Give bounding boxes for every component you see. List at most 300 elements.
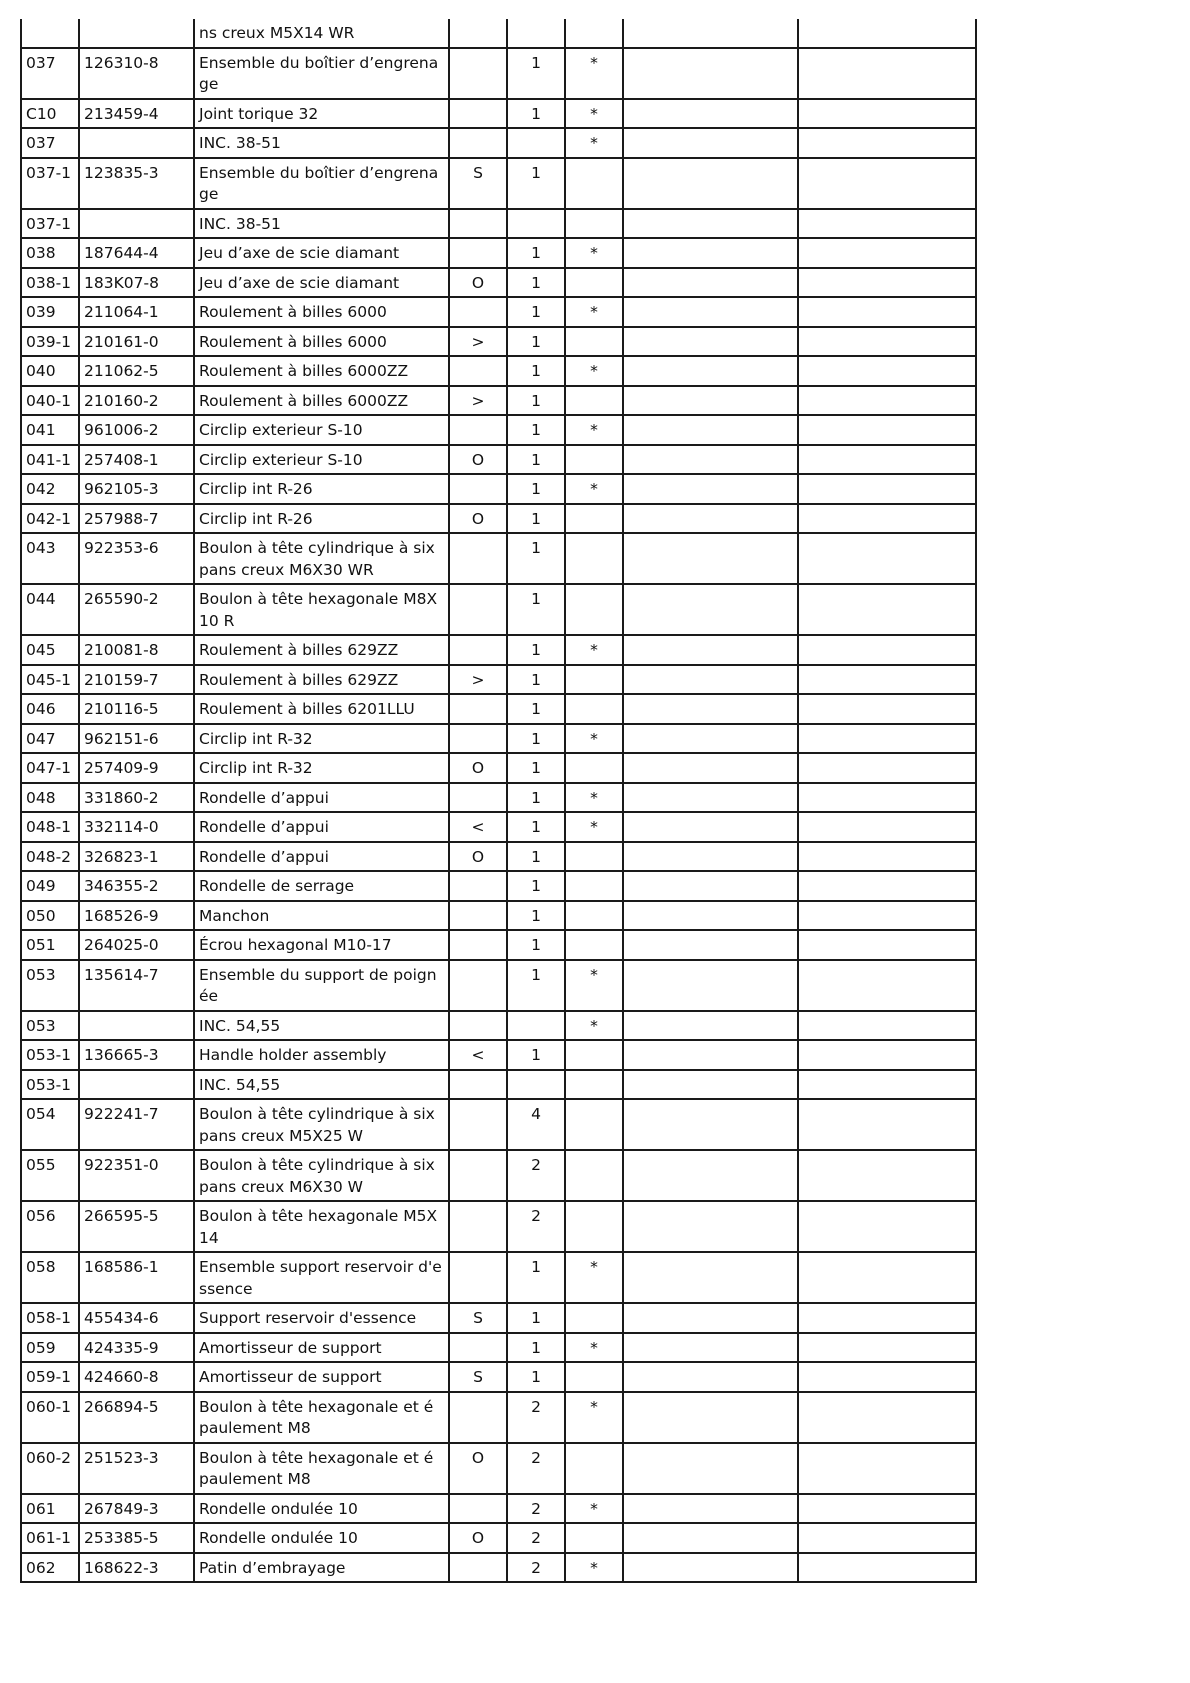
part-no-cell: 123835-3 bbox=[79, 158, 194, 209]
table-row bbox=[21, 635, 976, 665]
blank-cell-1 bbox=[623, 1070, 798, 1100]
part-no-cell: 210116-5 bbox=[79, 694, 194, 724]
blank-cell-1 bbox=[623, 327, 798, 357]
ref-no-cell: 060-2 bbox=[21, 1443, 79, 1494]
blank-cell-2 bbox=[798, 238, 976, 268]
mark-cell: * bbox=[565, 1494, 623, 1524]
note-cell bbox=[449, 1494, 507, 1524]
ref-no-cell: 038-1 bbox=[21, 268, 79, 298]
qty-cell: 2 bbox=[507, 1443, 565, 1494]
blank-cell-1 bbox=[623, 99, 798, 129]
description-cell: Amortisseur de support bbox=[194, 1362, 449, 1392]
table-row bbox=[21, 445, 976, 475]
mark-cell bbox=[565, 1201, 623, 1252]
ref-no-cell: 043 bbox=[21, 533, 79, 584]
ref-no-cell: 042 bbox=[21, 474, 79, 504]
qty-cell bbox=[507, 128, 565, 158]
ref-no-cell: 046 bbox=[21, 694, 79, 724]
blank-cell-1 bbox=[623, 19, 798, 48]
mark-cell bbox=[565, 871, 623, 901]
table-row bbox=[21, 1362, 976, 1392]
qty-cell: 1 bbox=[507, 724, 565, 754]
part-no-cell bbox=[79, 1011, 194, 1041]
blank-cell-1 bbox=[623, 724, 798, 754]
note-cell bbox=[449, 238, 507, 268]
note-cell: > bbox=[449, 665, 507, 695]
description-cell: Boulon à tête hexagonale et épaulement M8 bbox=[194, 1443, 449, 1494]
qty-cell: 2 bbox=[507, 1201, 565, 1252]
note-cell bbox=[449, 1150, 507, 1201]
description-cell: Rondelle d’appui bbox=[194, 842, 449, 872]
table-row bbox=[21, 753, 976, 783]
mark-cell: * bbox=[565, 356, 623, 386]
qty-cell: 1 bbox=[507, 386, 565, 416]
note-cell: O bbox=[449, 268, 507, 298]
ref-no-cell: 041 bbox=[21, 415, 79, 445]
part-no-cell: 211062-5 bbox=[79, 356, 194, 386]
part-no-cell: 257408-1 bbox=[79, 445, 194, 475]
note-cell: S bbox=[449, 1303, 507, 1333]
qty-cell: 1 bbox=[507, 842, 565, 872]
ref-no-cell: 053 bbox=[21, 1011, 79, 1041]
blank-cell-2 bbox=[798, 1443, 976, 1494]
ref-no-cell: 055 bbox=[21, 1150, 79, 1201]
blank-cell-1 bbox=[623, 901, 798, 931]
qty-cell: 1 bbox=[507, 694, 565, 724]
table-row bbox=[21, 584, 976, 635]
note-cell bbox=[449, 533, 507, 584]
qty-cell bbox=[507, 209, 565, 239]
mark-cell bbox=[565, 930, 623, 960]
note-cell: < bbox=[449, 812, 507, 842]
description-cell: INC. 54,55 bbox=[194, 1070, 449, 1100]
blank-cell-2 bbox=[798, 356, 976, 386]
part-no-cell: 251523-3 bbox=[79, 1443, 194, 1494]
ref-no-cell: 044 bbox=[21, 584, 79, 635]
blank-cell-2 bbox=[798, 930, 976, 960]
qty-cell: 1 bbox=[507, 1362, 565, 1392]
ref-no-cell: 058-1 bbox=[21, 1303, 79, 1333]
note-cell bbox=[449, 783, 507, 813]
note-cell bbox=[449, 871, 507, 901]
description-cell: Ensemble support reservoir d'essence bbox=[194, 1252, 449, 1303]
mark-cell: * bbox=[565, 635, 623, 665]
part-no-cell: 265590-2 bbox=[79, 584, 194, 635]
ref-no-cell: 061-1 bbox=[21, 1523, 79, 1553]
qty-cell: 1 bbox=[507, 812, 565, 842]
ref-no-cell: 062 bbox=[21, 1553, 79, 1583]
blank-cell-2 bbox=[798, 99, 976, 129]
description-cell: Circlip int R-32 bbox=[194, 724, 449, 754]
part-no-cell: 424660-8 bbox=[79, 1362, 194, 1392]
table-row bbox=[21, 1099, 976, 1150]
table-row bbox=[21, 930, 976, 960]
blank-cell-1 bbox=[623, 386, 798, 416]
blank-cell-1 bbox=[623, 128, 798, 158]
table-row bbox=[21, 386, 976, 416]
ref-no-cell: 048 bbox=[21, 783, 79, 813]
part-no-cell bbox=[79, 128, 194, 158]
ref-no-cell: 053-1 bbox=[21, 1040, 79, 1070]
ref-no-cell: 039-1 bbox=[21, 327, 79, 357]
note-cell: > bbox=[449, 386, 507, 416]
blank-cell-2 bbox=[798, 48, 976, 99]
description-cell: Ensemble du boîtier d’engrenage bbox=[194, 48, 449, 99]
blank-cell-2 bbox=[798, 842, 976, 872]
table-row bbox=[21, 901, 976, 931]
description-cell: Boulon à tête cylindrique à six pans creux M5X25 W bbox=[194, 1099, 449, 1150]
description-cell: Jeu d’axe de scie diamant bbox=[194, 238, 449, 268]
qty-cell: 1 bbox=[507, 268, 565, 298]
qty-cell: 1 bbox=[507, 665, 565, 695]
description-cell: Roulement à billes 629ZZ bbox=[194, 665, 449, 695]
part-no-cell: 211064-1 bbox=[79, 297, 194, 327]
parts-table-body bbox=[21, 19, 976, 1582]
mark-cell bbox=[565, 1523, 623, 1553]
note-cell: S bbox=[449, 1362, 507, 1392]
mark-cell: * bbox=[565, 238, 623, 268]
qty-cell: 2 bbox=[507, 1553, 565, 1583]
description-cell: Boulon à tête hexagonale et épaulement M8 bbox=[194, 1392, 449, 1443]
blank-cell-2 bbox=[798, 474, 976, 504]
mark-cell bbox=[565, 158, 623, 209]
part-no-cell: 424335-9 bbox=[79, 1333, 194, 1363]
description-cell: INC. 38-51 bbox=[194, 209, 449, 239]
ref-no-cell: 047-1 bbox=[21, 753, 79, 783]
blank-cell-1 bbox=[623, 445, 798, 475]
ref-no-cell: 051 bbox=[21, 930, 79, 960]
mark-cell bbox=[565, 1040, 623, 1070]
part-no-cell: 346355-2 bbox=[79, 871, 194, 901]
blank-cell-1 bbox=[623, 930, 798, 960]
parts-table bbox=[20, 19, 977, 1583]
mark-cell bbox=[565, 901, 623, 931]
blank-cell-1 bbox=[623, 1040, 798, 1070]
description-cell: Rondelle ondulée 10 bbox=[194, 1494, 449, 1524]
blank-cell-1 bbox=[623, 474, 798, 504]
description-cell: Roulement à billes 629ZZ bbox=[194, 635, 449, 665]
blank-cell-2 bbox=[798, 445, 976, 475]
part-no-cell: 266595-5 bbox=[79, 1201, 194, 1252]
ref-no-cell: 060-1 bbox=[21, 1392, 79, 1443]
ref-no-cell: 059 bbox=[21, 1333, 79, 1363]
part-no-cell: 210161-0 bbox=[79, 327, 194, 357]
note-cell bbox=[449, 415, 507, 445]
blank-cell-2 bbox=[798, 1011, 976, 1041]
note-cell bbox=[449, 99, 507, 129]
note-cell: O bbox=[449, 504, 507, 534]
blank-cell-1 bbox=[623, 783, 798, 813]
blank-cell-2 bbox=[798, 1362, 976, 1392]
table-row bbox=[21, 724, 976, 754]
ref-no-cell: 053-1 bbox=[21, 1070, 79, 1100]
blank-cell-2 bbox=[798, 19, 976, 48]
table-row bbox=[21, 209, 976, 239]
table-row bbox=[21, 1150, 976, 1201]
part-no-cell: 135614-7 bbox=[79, 960, 194, 1011]
note-cell: O bbox=[449, 842, 507, 872]
qty-cell: 1 bbox=[507, 158, 565, 209]
mark-cell bbox=[565, 533, 623, 584]
part-no-cell: 187644-4 bbox=[79, 238, 194, 268]
blank-cell-2 bbox=[798, 584, 976, 635]
part-no-cell: 962151-6 bbox=[79, 724, 194, 754]
description-cell: Ensemble du support de poignée bbox=[194, 960, 449, 1011]
mark-cell bbox=[565, 268, 623, 298]
blank-cell-2 bbox=[798, 1201, 976, 1252]
mark-cell: * bbox=[565, 1011, 623, 1041]
mark-cell: * bbox=[565, 415, 623, 445]
description-cell: INC. 54,55 bbox=[194, 1011, 449, 1041]
table-row bbox=[21, 504, 976, 534]
description-cell: Boulon à tête cylindrique à six pans creux M6X30 W bbox=[194, 1150, 449, 1201]
ref-no-cell: 058 bbox=[21, 1252, 79, 1303]
ref-no-cell: 037-1 bbox=[21, 209, 79, 239]
blank-cell-2 bbox=[798, 1392, 976, 1443]
blank-cell-1 bbox=[623, 753, 798, 783]
description-cell: INC. 38-51 bbox=[194, 128, 449, 158]
table-row bbox=[21, 356, 976, 386]
ref-no-cell: 059-1 bbox=[21, 1362, 79, 1392]
mark-cell: * bbox=[565, 724, 623, 754]
mark-cell: * bbox=[565, 99, 623, 129]
description-cell: Roulement à billes 6000ZZ bbox=[194, 356, 449, 386]
blank-cell-1 bbox=[623, 1303, 798, 1333]
ref-no-cell: C10 bbox=[21, 99, 79, 129]
blank-cell-1 bbox=[623, 356, 798, 386]
part-no-cell bbox=[79, 209, 194, 239]
mark-cell bbox=[565, 1070, 623, 1100]
part-no-cell: 257988-7 bbox=[79, 504, 194, 534]
qty-cell: 1 bbox=[507, 1303, 565, 1333]
note-cell: O bbox=[449, 1443, 507, 1494]
mark-cell: * bbox=[565, 48, 623, 99]
blank-cell-1 bbox=[623, 1392, 798, 1443]
note-cell bbox=[449, 356, 507, 386]
description-cell: Roulement à billes 6000 bbox=[194, 297, 449, 327]
table-row bbox=[21, 812, 976, 842]
blank-cell-2 bbox=[798, 128, 976, 158]
part-no-cell: 922353-6 bbox=[79, 533, 194, 584]
mark-cell bbox=[565, 504, 623, 534]
note-cell bbox=[449, 1333, 507, 1363]
qty-cell: 1 bbox=[507, 415, 565, 445]
table-row bbox=[21, 1333, 976, 1363]
blank-cell-2 bbox=[798, 268, 976, 298]
ref-no-cell: 040-1 bbox=[21, 386, 79, 416]
description-cell: Circlip int R-26 bbox=[194, 504, 449, 534]
blank-cell-2 bbox=[798, 209, 976, 239]
note-cell bbox=[449, 1392, 507, 1443]
description-cell: Rondelle d’appui bbox=[194, 783, 449, 813]
blank-cell-2 bbox=[798, 386, 976, 416]
note-cell: O bbox=[449, 1523, 507, 1553]
part-no-cell: 213459-4 bbox=[79, 99, 194, 129]
note-cell bbox=[449, 209, 507, 239]
qty-cell: 1 bbox=[507, 297, 565, 327]
part-no-cell: 266894-5 bbox=[79, 1392, 194, 1443]
description-cell: Rondelle de serrage bbox=[194, 871, 449, 901]
mark-cell bbox=[565, 842, 623, 872]
part-no-cell: 168526-9 bbox=[79, 901, 194, 931]
mark-cell: * bbox=[565, 960, 623, 1011]
blank-cell-1 bbox=[623, 1553, 798, 1583]
part-no-cell: 332114-0 bbox=[79, 812, 194, 842]
table-row bbox=[21, 842, 976, 872]
description-cell: Amortisseur de support bbox=[194, 1333, 449, 1363]
note-cell bbox=[449, 128, 507, 158]
qty-cell: 1 bbox=[507, 327, 565, 357]
description-cell: Roulement à billes 6000ZZ bbox=[194, 386, 449, 416]
note-cell bbox=[449, 1011, 507, 1041]
qty-cell bbox=[507, 19, 565, 48]
blank-cell-2 bbox=[798, 1494, 976, 1524]
part-no-cell: 331860-2 bbox=[79, 783, 194, 813]
description-cell: Support reservoir d'essence bbox=[194, 1303, 449, 1333]
note-cell: O bbox=[449, 753, 507, 783]
table-row bbox=[21, 474, 976, 504]
mark-cell bbox=[565, 694, 623, 724]
table-row bbox=[21, 327, 976, 357]
qty-cell: 2 bbox=[507, 1523, 565, 1553]
note-cell bbox=[449, 1201, 507, 1252]
qty-cell: 1 bbox=[507, 871, 565, 901]
blank-cell-2 bbox=[798, 960, 976, 1011]
qty-cell bbox=[507, 1070, 565, 1100]
part-no-cell bbox=[79, 1070, 194, 1100]
part-no-cell: 183K07-8 bbox=[79, 268, 194, 298]
blank-cell-2 bbox=[798, 1553, 976, 1583]
part-no-cell: 168622-3 bbox=[79, 1553, 194, 1583]
qty-cell: 1 bbox=[507, 533, 565, 584]
qty-cell: 1 bbox=[507, 1040, 565, 1070]
blank-cell-1 bbox=[623, 1201, 798, 1252]
blank-cell-2 bbox=[798, 1252, 976, 1303]
blank-cell-1 bbox=[623, 533, 798, 584]
blank-cell-1 bbox=[623, 1150, 798, 1201]
description-cell: Circlip int R-26 bbox=[194, 474, 449, 504]
description-cell: Patin d’embrayage bbox=[194, 1553, 449, 1583]
ref-no-cell: 049 bbox=[21, 871, 79, 901]
table-row bbox=[21, 694, 976, 724]
qty-cell: 1 bbox=[507, 1333, 565, 1363]
ref-no-cell: 045-1 bbox=[21, 665, 79, 695]
mark-cell bbox=[565, 1150, 623, 1201]
blank-cell-1 bbox=[623, 584, 798, 635]
note-cell: O bbox=[449, 445, 507, 475]
note-cell bbox=[449, 930, 507, 960]
blank-cell-2 bbox=[798, 812, 976, 842]
note-cell bbox=[449, 474, 507, 504]
table-row bbox=[21, 1494, 976, 1524]
description-cell: Circlip int R-32 bbox=[194, 753, 449, 783]
description-cell: Joint torique 32 bbox=[194, 99, 449, 129]
ref-no-cell: 039 bbox=[21, 297, 79, 327]
part-no-cell bbox=[79, 19, 194, 48]
blank-cell-1 bbox=[623, 1099, 798, 1150]
part-no-cell: 136665-3 bbox=[79, 1040, 194, 1070]
blank-cell-2 bbox=[798, 1303, 976, 1333]
part-no-cell: 922241-7 bbox=[79, 1099, 194, 1150]
description-cell: Boulon à tête hexagonale M8X10 R bbox=[194, 584, 449, 635]
table-row bbox=[21, 1392, 976, 1443]
blank-cell-2 bbox=[798, 753, 976, 783]
ref-no-cell: 037 bbox=[21, 48, 79, 99]
blank-cell-2 bbox=[798, 1099, 976, 1150]
blank-cell-2 bbox=[798, 871, 976, 901]
table-row bbox=[21, 1553, 976, 1583]
table-row bbox=[21, 238, 976, 268]
mark-cell bbox=[565, 665, 623, 695]
table-row bbox=[21, 871, 976, 901]
qty-cell: 2 bbox=[507, 1494, 565, 1524]
note-cell bbox=[449, 297, 507, 327]
qty-cell: 1 bbox=[507, 238, 565, 268]
blank-cell-2 bbox=[798, 1150, 976, 1201]
description-cell: Ensemble du boîtier d’engrenage bbox=[194, 158, 449, 209]
blank-cell-1 bbox=[623, 1333, 798, 1363]
table-row bbox=[21, 1523, 976, 1553]
qty-cell: 1 bbox=[507, 783, 565, 813]
blank-cell-2 bbox=[798, 327, 976, 357]
part-no-cell: 922351-0 bbox=[79, 1150, 194, 1201]
mark-cell: * bbox=[565, 1252, 623, 1303]
note-cell bbox=[449, 1099, 507, 1150]
qty-cell: 1 bbox=[507, 635, 565, 665]
qty-cell: 2 bbox=[507, 1150, 565, 1201]
description-cell: Roulement à billes 6000 bbox=[194, 327, 449, 357]
table-row bbox=[21, 268, 976, 298]
blank-cell-1 bbox=[623, 1362, 798, 1392]
note-cell: S bbox=[449, 158, 507, 209]
qty-cell: 1 bbox=[507, 474, 565, 504]
blank-cell-1 bbox=[623, 1011, 798, 1041]
blank-cell-2 bbox=[798, 1070, 976, 1100]
qty-cell: 1 bbox=[507, 48, 565, 99]
table-row bbox=[21, 158, 976, 209]
ref-no-cell: 037-1 bbox=[21, 158, 79, 209]
blank-cell-2 bbox=[798, 533, 976, 584]
qty-cell: 1 bbox=[507, 753, 565, 783]
note-cell bbox=[449, 635, 507, 665]
blank-cell-1 bbox=[623, 694, 798, 724]
description-cell: Manchon bbox=[194, 901, 449, 931]
note-cell: < bbox=[449, 1040, 507, 1070]
qty-cell: 1 bbox=[507, 445, 565, 475]
description-cell: Jeu d’axe de scie diamant bbox=[194, 268, 449, 298]
mark-cell bbox=[565, 445, 623, 475]
ref-no-cell: 040 bbox=[21, 356, 79, 386]
table-row bbox=[21, 1070, 976, 1100]
table-row bbox=[21, 783, 976, 813]
qty-cell: 1 bbox=[507, 584, 565, 635]
ref-no-cell: 048-1 bbox=[21, 812, 79, 842]
note-cell bbox=[449, 1252, 507, 1303]
mark-cell bbox=[565, 386, 623, 416]
table-row bbox=[21, 960, 976, 1011]
blank-cell-1 bbox=[623, 209, 798, 239]
mark-cell bbox=[565, 1099, 623, 1150]
blank-cell-2 bbox=[798, 724, 976, 754]
table-row bbox=[21, 533, 976, 584]
part-no-cell: 253385-5 bbox=[79, 1523, 194, 1553]
qty-cell: 1 bbox=[507, 504, 565, 534]
ref-no-cell: 045 bbox=[21, 635, 79, 665]
qty-cell: 1 bbox=[507, 901, 565, 931]
qty-cell: 1 bbox=[507, 930, 565, 960]
blank-cell-2 bbox=[798, 1333, 976, 1363]
description-cell: Boulon à tête hexagonale M5X14 bbox=[194, 1201, 449, 1252]
